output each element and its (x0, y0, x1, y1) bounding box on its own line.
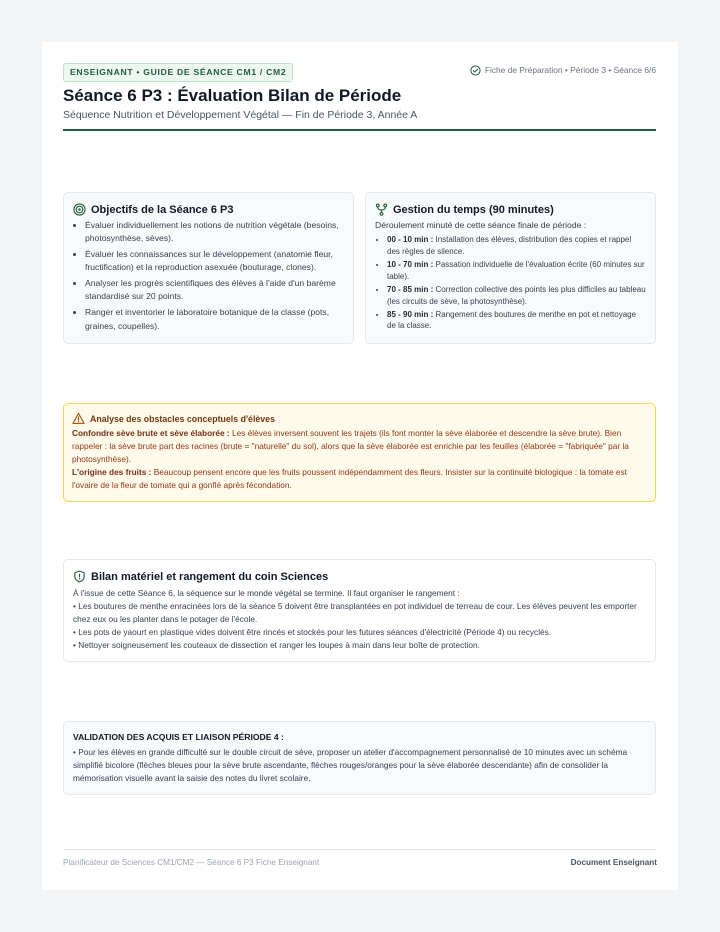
timing-slot: 10 - 70 min : (387, 259, 434, 269)
page-title: Séance 6 P3 : Évaluation Bilan de Période (63, 86, 402, 105)
material-card (63, 559, 656, 662)
objectives-list (73, 219, 344, 333)
timing-desc: Passation individuelle de l'évaluation écrite (60 minutes sur table). (387, 259, 645, 281)
obstacle-paragraph (72, 466, 647, 492)
target-icon (73, 203, 86, 216)
timing-item (387, 234, 646, 257)
page-subtitle: Séquence Nutrition et Développement Végétal — Fin de Période 3, Année A (63, 109, 418, 121)
shield-icon (73, 570, 86, 583)
validation-card (63, 721, 656, 795)
timing-desc: Installation des élèves, distribution des copies et rappel des règles de silence. (387, 235, 632, 256)
validation-title: VALIDATION DES ACQUIS ET LIAISON PÉRIODE 4 : (73, 732, 284, 742)
material-line: À l'issue de cette Séance 6, la séquence sur le monde végétal se termine. Il faut organiser le rangement : (73, 588, 460, 598)
header-top (63, 63, 656, 83)
timing-card (365, 192, 656, 344)
fiche-meta-text: Fiche de Préparation • Période 3 • Séance 6/6 (484, 65, 656, 75)
check-circle-icon (470, 65, 481, 76)
timing-intro: Déroulement minuté de cette séance finale de période : (375, 220, 587, 230)
timing-item (387, 259, 646, 282)
objectives-title: Objectifs de la Séance 6 P3 (91, 203, 234, 216)
material-heading (73, 570, 646, 583)
obstacle-label: Confondre sève brute et sève élaborée : (72, 428, 230, 438)
branch-icon (375, 203, 388, 216)
objective-item: • Évaluer individuellement les notions de nutrition végétale (besoins, photosynthèse, sèves). (85, 219, 344, 246)
material-line: • Les pots de yaourt en plastique vides doivent être rincés et stockés pour les futures séances d'électricité (Période 4) ou recyclés. (73, 627, 552, 637)
material-body (73, 587, 646, 652)
objective-item: • Analyser les progrès scientifiques des élèves à l'aide d'un barème standardisé sur 20 points. (85, 277, 344, 304)
objectives-heading (73, 203, 344, 216)
footer-doc-type: Document Enseignant (570, 858, 657, 867)
timing-desc: Correction collective des points les plus difficiles au tableau (les circuits de sève, la photosynthèse). (387, 284, 646, 306)
material-title: Bilan matériel et rangement du coin Sciences (91, 570, 329, 583)
timing-slot: 00 - 10 min : (387, 235, 434, 244)
footer-source: Planificateur de Sciences CM1/CM2 — Séance 6 P3 Fiche Enseignant (63, 858, 320, 867)
obstacle-label: L'origine des fruits : (72, 467, 152, 477)
objective-item: • Ranger et inventorier le laboratoire botanique de la classe (pots, graines, coupelles). (85, 306, 344, 333)
timing-slot: 85 - 90 min : (387, 309, 434, 319)
role-badge: ENSEIGNANT • GUIDE DE SÉANCE CM1 / CM2 (63, 63, 293, 82)
material-line: • Les boutures de menthe enracinées lors de la séance 5 doivent être transplantées en pot individuel de terreau de cour. Les élèves peuvent les emporter chez eux ou les planter dans le potager de l'école. (73, 601, 637, 624)
timing-slot: 70 - 85 min : (387, 284, 434, 294)
obstacles-card (63, 403, 656, 502)
document-page (42, 42, 678, 890)
timing-list (375, 234, 646, 332)
timing-title: Gestion du temps (90 minutes) (393, 203, 554, 216)
obstacle-text: Beaucoup pensent encore que les fruits poussent indépendamment des fleurs. Insister sur la continuité biologique : la tomate est l'ovaire de la fleur de tomate qui a gonflé après fécondation. (72, 467, 627, 490)
objectives-card (63, 192, 354, 344)
obstacles-heading (72, 412, 647, 425)
timing-item (387, 309, 646, 332)
header-divider (63, 129, 656, 131)
warning-icon (72, 412, 85, 425)
obstacle-text: Les élèves inversent souvent les trajets (ils font monter la sève élaborée et descendre la sève brute). Bien rappeler : la sève brute part des racines (brute = "naturelle" du sol), alors que la sève élaborée est enrichie par les feuilles (élaborée = "fabriquée" par la photosynthèse). (72, 428, 629, 464)
objective-item: • Évaluer les connaissances sur le développement (anatomie fleur, fructification) et la reproduction asexuée (bouturage, clones). (85, 248, 344, 275)
validation-text: • Pour les élèves en grande difficulté sur le double circuit de sève, proposer un atelier d'accompagnement personnalisé de 10 minutes avec un schéma simplifié bicolore (flèches bleues pour la sève brute ascendante, flèches rouges/oranges pour la sève élaborée descendante) afin de consolider la mémorisation visuelle avant la saisie des notes du livret scolaire. (73, 747, 628, 783)
fiche-meta (470, 64, 656, 76)
obstacles-title: Analyse des obstacles conceptuels d'élèves (90, 413, 275, 424)
timing-heading (375, 203, 646, 216)
obstacle-paragraph (72, 427, 647, 466)
material-line: • Nettoyer soigneusement les couteaux de dissection et ranger les loupes à main dans leur boîte de protection. (73, 640, 480, 650)
footer-divider (63, 849, 656, 850)
timing-item (387, 284, 646, 307)
timing-desc: Rangement des boutures de menthe en pot et nettoyage de la classe. (387, 309, 637, 331)
